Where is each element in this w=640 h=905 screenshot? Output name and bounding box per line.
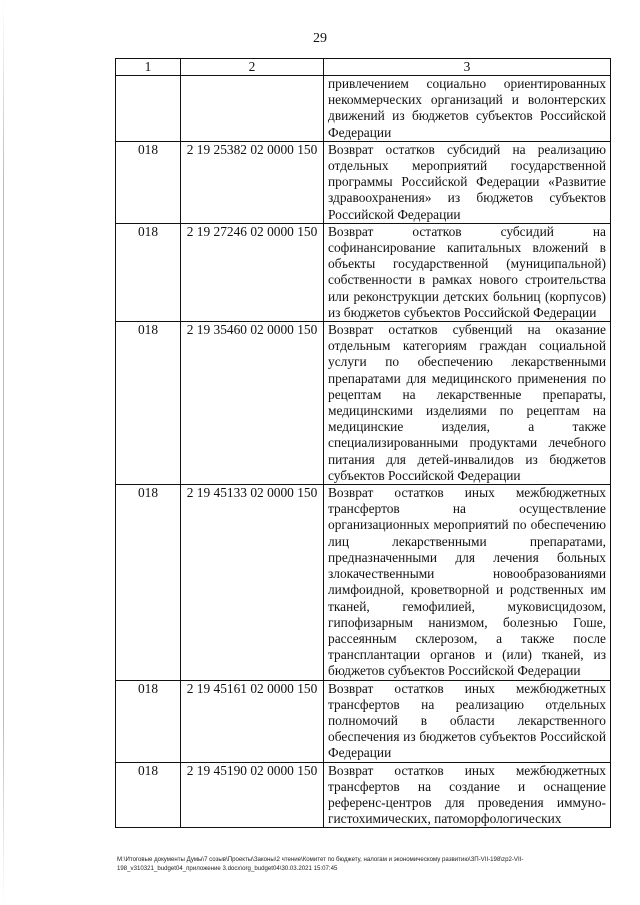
footer-line-2: 198_v310321_budget04_приложение 3.docx\org_budget04\30.03.2021 15:07:45 xyxy=(117,865,338,872)
admin-code-cell: 018 xyxy=(116,762,181,828)
budget-code-cell: 2 19 45161 02 0000 150 xyxy=(181,680,324,762)
table-row xyxy=(116,762,611,828)
table-header-row xyxy=(116,59,611,76)
description-cell: привлечением социально ориентированных некоммерческих организаций и волонтерских движений из бюджетов субъектов Российской Федерации xyxy=(324,76,611,142)
description-cell: Возврат остатков иных межбюджетных трансфертов на осуществление организационных мероприятий по обеспечению лиц лекарственными препаратами, предназначенными для лечения больных злокачественными новообразованиями лимфоидной, кроветворной и родственных им тканей, гемофилией, муковисцидозом, гипофизарным нанизмом, болезнью Гоше, рассеянным склерозом, а также после трансплантации органов и (или) тканей, из бюджетов субъектов Российской Федерации xyxy=(324,485,611,680)
table-row xyxy=(116,485,611,680)
budget-code-cell: 2 19 35460 02 0000 150 xyxy=(181,322,324,485)
budget-codes-table xyxy=(115,58,611,828)
header-col-1: 1 xyxy=(116,59,181,76)
description-cell: Возврат остатков субсидий на реализацию отдельных мероприятий государственной программы Российской Федерации «Развитие здравоохранения» из бюджетов субъектов Российской Федерации xyxy=(324,141,611,223)
file-path-footer xyxy=(117,855,617,873)
admin-code-cell: 018 xyxy=(116,141,181,223)
description-cell: Возврат остатков иных межбюджетных трансфертов на создание и оснащение референс-центров для проведения иммуно-гистохимических, патоморфологических xyxy=(324,762,611,828)
table-row xyxy=(116,680,611,762)
scan-margin-line xyxy=(3,0,4,905)
description-cell: Возврат остатков субсидий на софинансирование капитальных вложений в объекты государственной (муниципальной) собственности в рамках нового строительства или реконструкции детских больниц (корпусов) из бюджетов субъектов Российской Федерации xyxy=(324,223,611,321)
table-row xyxy=(116,223,611,321)
header-col-2: 2 xyxy=(181,59,324,76)
admin-code-cell: 018 xyxy=(116,223,181,321)
table-row xyxy=(116,141,611,223)
budget-code-cell: 2 19 27246 02 0000 150 xyxy=(181,223,324,321)
table-row xyxy=(116,322,611,485)
description-cell: Возврат остатков субвенций на оказание отдельным категориям граждан социальной услуги по обеспечению лекарственными препаратами для медицинского применения по рецептам на лекарственные препараты, медицинскими изделиями по рецептам на медицинские изделия, а также специализированными продуктами лечебного питания для детей-инвалидов из бюджетов субъектов Российской Федерации xyxy=(324,322,611,485)
budget-code-cell xyxy=(181,76,324,142)
budget-code-cell: 2 19 45190 02 0000 150 xyxy=(181,762,324,828)
description-cell: Возврат остатков иных межбюджетных трансфертов на реализацию отдельных полномочий в области лекарственного обеспечения из бюджетов субъектов Российской Федерации xyxy=(324,680,611,762)
budget-code-cell: 2 19 45133 02 0000 150 xyxy=(181,485,324,680)
admin-code-cell: 018 xyxy=(116,485,181,680)
admin-code-cell xyxy=(116,76,181,142)
admin-code-cell: 018 xyxy=(116,680,181,762)
page-number: 29 xyxy=(313,31,327,46)
table-row xyxy=(116,76,611,142)
admin-code-cell: 018 xyxy=(116,322,181,485)
footer-line-1: M:\Итоговые документы Думы\7 созыв\Проекты\Законы\2 чтение\Комитет по бюджету, налогам и экономическому развитию\ЗП-VII-198\zp2-VII- xyxy=(117,856,524,863)
header-col-3: 3 xyxy=(324,59,611,76)
budget-code-cell: 2 19 25382 02 0000 150 xyxy=(181,141,324,223)
